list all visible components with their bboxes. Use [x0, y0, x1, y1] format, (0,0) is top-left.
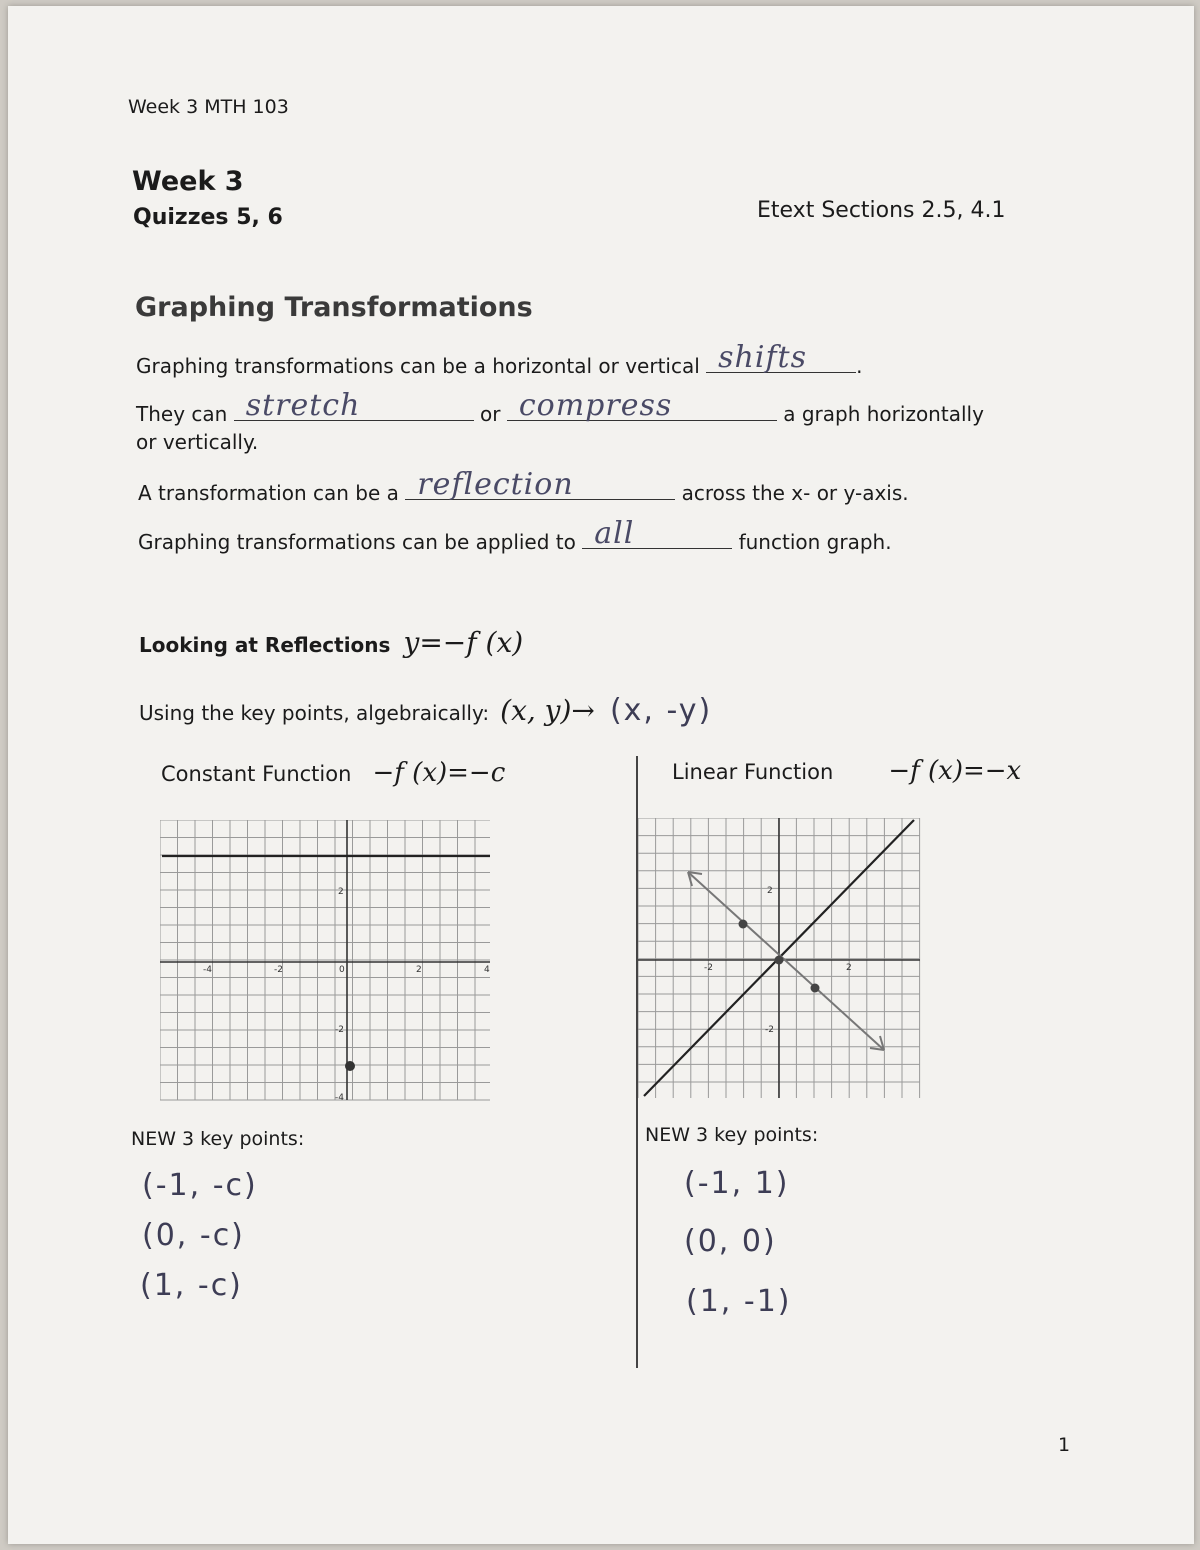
line2-prefix: They can — [136, 402, 228, 426]
reflections-formula: y=−f (x) — [403, 626, 524, 659]
constant-function-title: Constant Function — [161, 762, 352, 786]
constant-key-point — [345, 1061, 355, 1071]
page-number: 1 — [1058, 1434, 1071, 1456]
linear-new-point-3: (1, -1) — [686, 1284, 792, 1319]
constant-x-tick: 2 — [416, 965, 422, 975]
linear-function-formula: −f (x)=−x — [888, 756, 1022, 786]
linear-x-tick: 2 — [846, 963, 852, 973]
line2-handwritten-answer-1: stretch — [245, 388, 361, 423]
line1-suffix: . — [856, 354, 863, 378]
reflections-heading: Looking at Reflections — [139, 633, 391, 657]
constant-function-formula: −f (x)=−c — [372, 758, 506, 788]
line4-prefix: Graphing transformations can be applied to — [138, 530, 576, 554]
constant-x-tick: -2 — [274, 965, 283, 975]
line3-prefix: A transformation can be a — [138, 481, 399, 505]
linear-new-point-1: (-1, 1) — [684, 1166, 790, 1201]
line1-handwritten-answer: shifts — [718, 340, 808, 375]
linear-new-point-2: (0, 0) — [684, 1224, 777, 1259]
line2-handwritten-answer-2: compress — [518, 388, 673, 423]
line3-blank — [405, 467, 675, 502]
algebra-formula: (x, y)→ — [500, 694, 595, 727]
algebra-row — [139, 693, 712, 728]
constant-y-tick: -2 — [335, 1025, 344, 1035]
algebra-handwritten-answer: (x, -y) — [609, 693, 713, 728]
linear-key-point — [739, 920, 748, 929]
quizzes-subtitle: Quizzes 5, 6 — [133, 205, 283, 230]
constant-title-row — [161, 758, 505, 788]
fill-line-2 — [136, 388, 984, 426]
linear-title-row — [672, 756, 1021, 786]
fill-line-3 — [138, 467, 909, 505]
constant-new-point-2: (0, -c) — [142, 1218, 245, 1253]
constant-function-graph — [160, 820, 492, 1102]
fill-line-1 — [136, 340, 863, 378]
linear-new-points-label: NEW 3 key points: — [645, 1124, 819, 1146]
line3-suffix: across the x- or y-axis. — [681, 481, 909, 505]
reflected-line-handdrawn — [688, 872, 884, 1050]
linear-key-point — [775, 956, 784, 965]
line3-handwritten-answer: reflection — [417, 467, 574, 502]
constant-new-point-3: (1, -c) — [140, 1268, 243, 1303]
line2-blank-1 — [234, 388, 474, 423]
week-title: Week 3 — [132, 166, 244, 197]
line2-suffix: a graph horizontally — [783, 402, 984, 426]
line4-suffix: function graph. — [738, 530, 892, 554]
header-week-course: Week 3 MTH 103 — [128, 96, 289, 118]
linear-function-title: Linear Function — [672, 760, 834, 784]
constant-y-tick: -4 — [335, 1093, 344, 1102]
constant-new-points-label: NEW 3 key points: — [131, 1128, 305, 1150]
algebra-label: Using the key points, algebraically: — [139, 701, 490, 725]
linear-function-graph — [638, 818, 922, 1100]
linear-key-point — [811, 984, 820, 993]
line2-continuation: or vertically. — [136, 430, 259, 454]
section-heading: Graphing Transformations — [135, 292, 533, 323]
reflections-heading-row — [139, 626, 523, 659]
line1-prefix: Graphing transformations can be a horizontal or vertical — [136, 354, 700, 378]
constant-new-point-1: (-1, -c) — [142, 1168, 258, 1203]
etext-sections: Etext Sections 2.5, 4.1 — [757, 198, 1006, 223]
line1-blank — [706, 340, 856, 375]
line2-middle: or — [480, 402, 501, 426]
constant-x-tick: 0 — [339, 965, 345, 975]
constant-x-tick: -4 — [203, 965, 212, 975]
line4-handwritten-answer: all — [594, 516, 635, 551]
fill-line-4 — [138, 516, 892, 554]
line4-blank — [582, 516, 732, 551]
linear-x-tick: -2 — [704, 963, 713, 973]
linear-y-tick: -2 — [765, 1025, 774, 1035]
constant-y-tick: 2 — [338, 887, 344, 897]
line2-blank-2 — [507, 388, 777, 423]
linear-y-tick: 2 — [767, 886, 773, 896]
constant-x-tick: 4 — [484, 965, 490, 975]
